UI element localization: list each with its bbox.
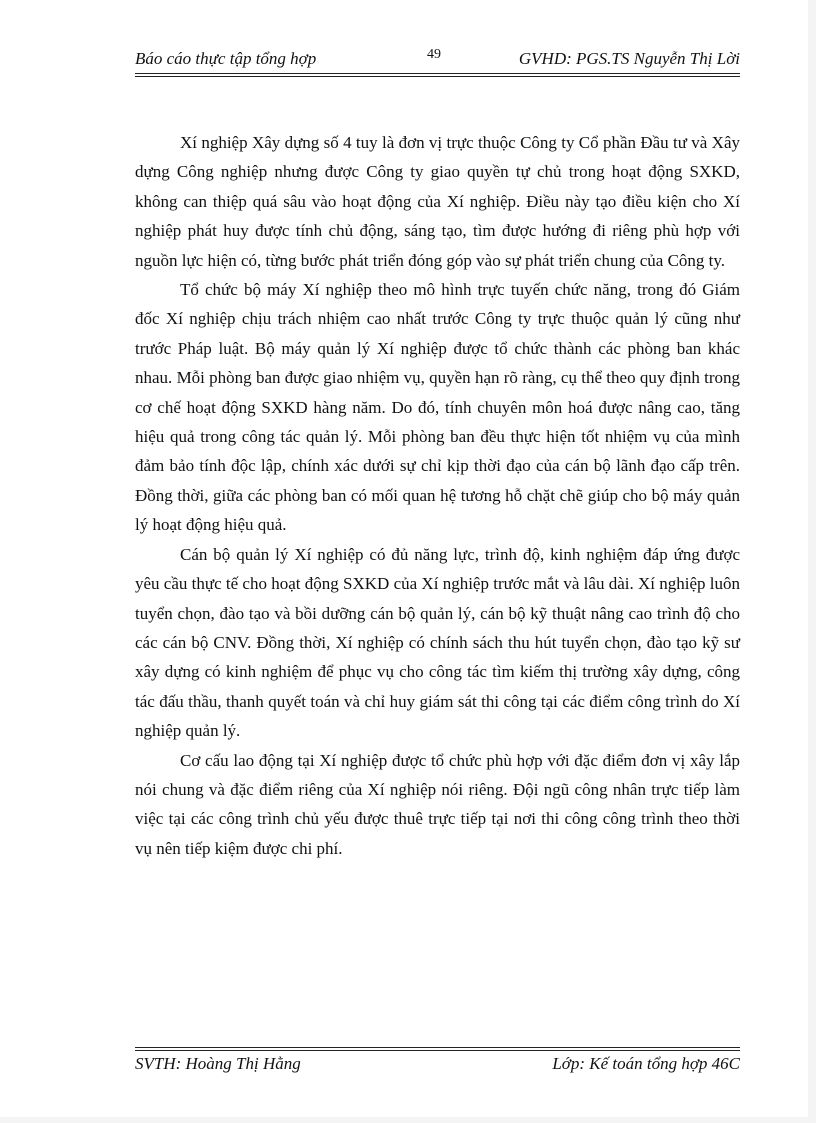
- class-name: Lớp: Kế toán tổng hợp 46C: [552, 1054, 740, 1073]
- paragraph: Cán bộ quản lý Xí nghiệp có đủ năng lực, trình độ, kinh nghiệm đáp ứng được yêu cầu thực tế cho hoạt động SXKD của Xí nghiệp trước mắt và lâu dài. Xí nghiệp luôn tuyển chọn, đào tạo và bồi dưỡng cán bộ quản lý, cán bộ kỹ thuật nâng cao trình độ cho các cán bộ CNV. Đồng thời, Xí nghiệp có chính sách thu hút tuyển chọn, đào tạo kỹ sư xây dựng có kinh nghiệm để phục vụ cho công tác tìm kiếm thị trường xây dựng, công tác đấu thầu, thanh quyết toán và chỉ huy giám sát thi công tại các điểm công trình do Xí nghiệp quản lý.: [135, 544, 740, 741]
- student-name: SVTH: Hoàng Thị Hằng: [135, 1054, 301, 1073]
- paragraph: Xí nghiệp Xây dựng số 4 tuy là đơn vị trực thuộc Công ty Cổ phần Đầu tư và Xây dựng Công nghiệp nhưng được Công ty giao quyền tự chủ trong hoạt động SXKD, không can thiệp quá sâu vào hoạt động của Xí nghiệp. Điều này tạo điều kiện cho Xí nghiệp phát huy được tính chủ động, sáng tạo, tìm được hướng đi riêng phù hợp với nguồn lực hiện có, từng bước phát triển đóng góp vào sự phát triển chung của Công ty.: [135, 133, 740, 270]
- page-edge-right: [808, 0, 816, 1123]
- report-title: Báo cáo thực tập tổng hợp: [135, 49, 317, 68]
- body-text: [135, 128, 740, 863]
- footer-rule: [135, 1047, 740, 1048]
- paragraph: Tổ chức bộ máy Xí nghiệp theo mô hình trực tuyến chức năng, trong đó Giám đốc Xí nghiệp chịu trách nhiệm cao nhất trước Công ty trực thuộc quản lý cũng như trước Pháp luật. Bộ máy quản lý Xí nghiệp được tổ chức thành các phòng ban khác nhau. Mỗi phòng ban được giao nhiệm vụ, quyền hạn rõ ràng, cụ thể theo quy định trong cơ chế hoạt động SXKD hàng năm. Do đó, tính chuyên môn hoá được nâng cao, tăng hiệu quả trong công tác quản lý. Mỗi phòng ban đều thực hiện tốt nhiệm vụ của mình đảm bảo tính độc lập, chính xác dưới sự chỉ kịp thời đạo của cán bộ lãnh đạo cấp trên. Đồng thời, giữa các phòng ban có mối quan hệ tương hỗ chặt chẽ giúp cho bộ máy quản lý hoạt động hiệu quả.: [135, 280, 740, 535]
- page-number: 49: [427, 47, 441, 62]
- supervisor: GVHD: PGS.TS Nguyễn Thị Lời: [518, 49, 740, 68]
- paragraph: Cơ cấu lao động tại Xí nghiệp được tổ chức phù hợp với đặc điểm đơn vị xây lắp nói chung và đặc điểm riêng của Xí nghiệp nói riêng. Đội ngũ công nhân trực tiếp làm việc tại các công trình chủ yếu được thuê trực tiếp tại nơi thi công công trình theo thời vụ nên tiếp kiệm được chi phí.: [135, 750, 740, 858]
- page-header: [135, 47, 740, 73]
- header-rule-double: [135, 76, 740, 77]
- header-rule: [135, 73, 740, 74]
- footer-rule-double: [135, 1050, 740, 1051]
- page-edge-bottom: [0, 1117, 816, 1123]
- page-footer: [135, 1052, 740, 1078]
